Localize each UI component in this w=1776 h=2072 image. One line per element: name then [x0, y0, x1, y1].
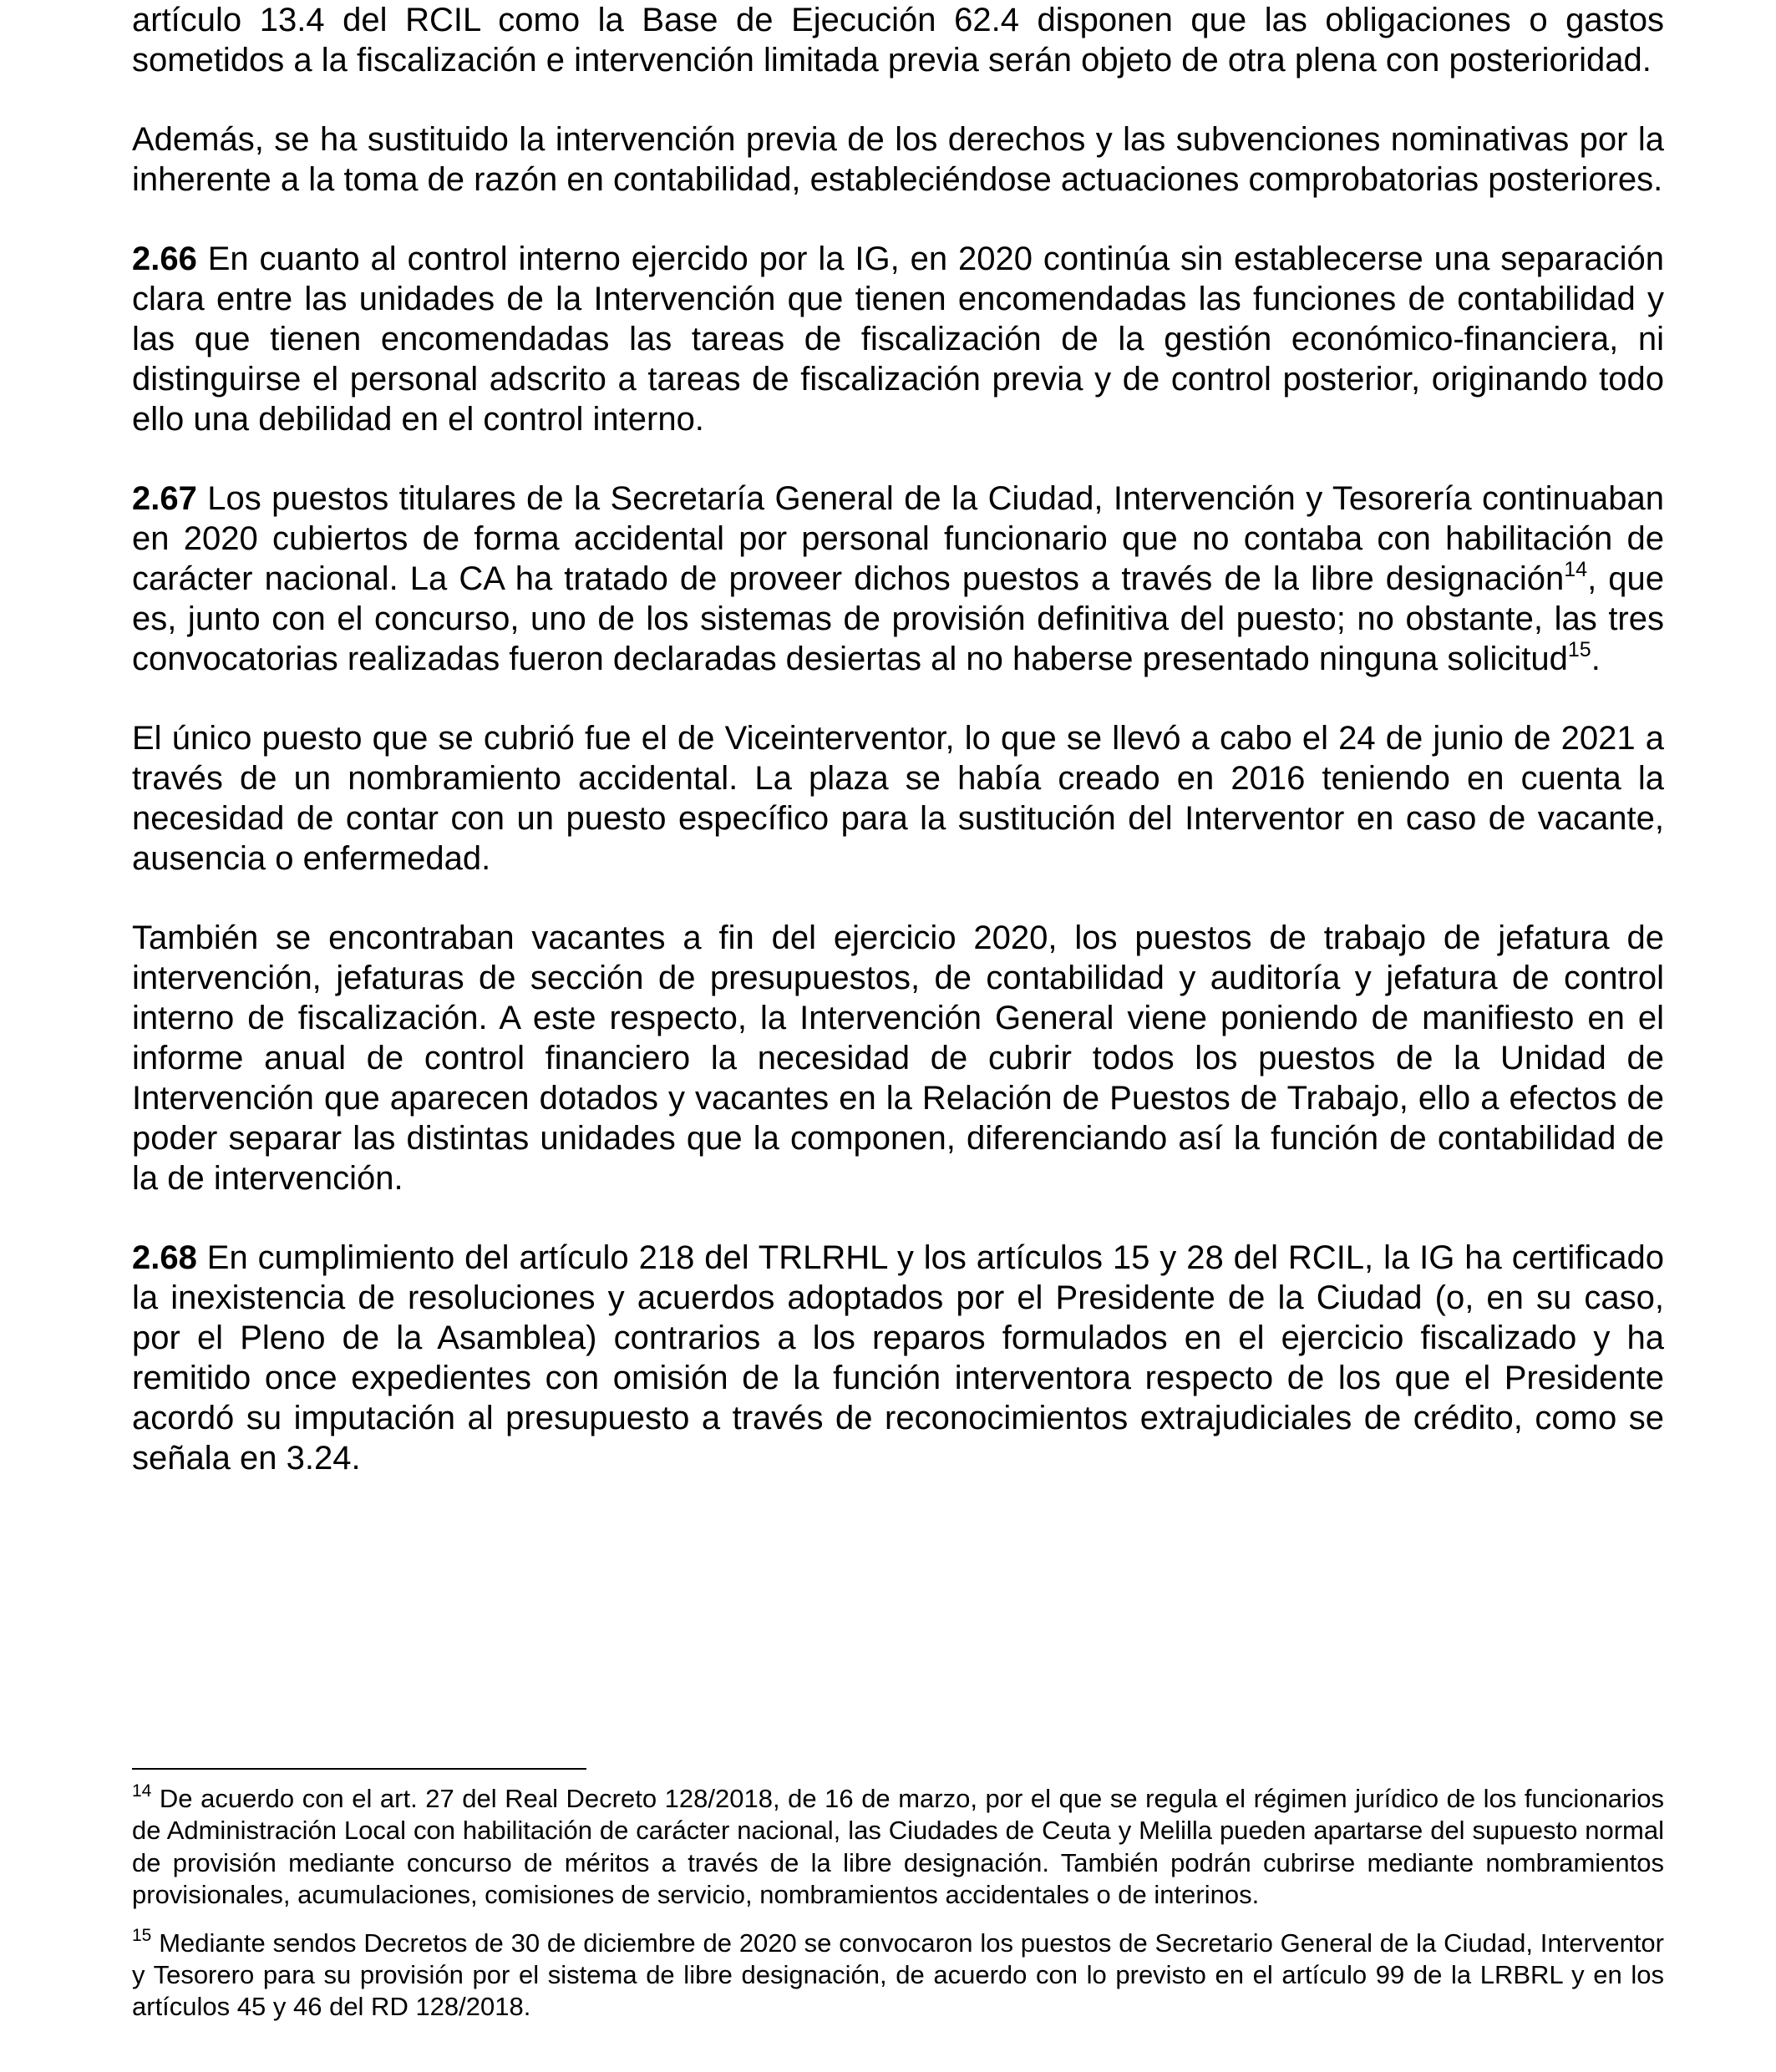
footnote-15 — [132, 1925, 1664, 2024]
body-text — [132, 0, 1664, 1517]
paragraph-vacantes — [132, 918, 1664, 1198]
paragraph-continuation — [132, 0, 1664, 80]
paragraph-text: Además, se ha sustituido la intervención previa de los derechos y las subvenciones nominativas por la inherente a la toma de razón en contabilidad, estableciéndose actuaciones comprobatorias posteriores. — [132, 121, 1664, 198]
paragraph-number: 2.67 — [132, 480, 197, 517]
paragraph-text: En cumplimiento del artículo 218 del TRLRHL y los artículos 15 y 28 del RCIL, la IG ha certificado la inexistencia de resoluciones y acuerdos adoptados por el Presidente de la Ciudad (o, en su caso, por el Pleno de la Asamblea) contrarios a los reparos formulados en el ejercicio fiscalizado y ha remitido once expedientes con omisión de la función interventora respecto de los que el Presidente acordó su imputación al presupuesto a través de reconocimientos extrajudiciales de crédito, como se señala en 3.24. — [132, 1239, 1664, 1477]
paragraph-viceinterventor — [132, 718, 1664, 879]
footnote-text: Mediante sendos Decretos de 30 de diciembre de 2020 se convocaron los puestos de Secretario General de la Ciudad, Interventor y Tesorero para su provisión por el sistema de libre designación, de acuerdo con lo previsto en el artículo 99 de la LRBRL y en los artículos 45 y 46 del RD 128/2018. — [132, 1928, 1664, 2022]
footnote-ref-14[interactable]: 14 — [1564, 558, 1588, 581]
footnote-14 — [132, 1783, 1664, 1912]
paragraph-text: artículo 13.4 del RCIL como la Base de Ejecución 62.4 disponen que las obligaciones o gastos sometidos a la fiscalización e intervención limitada previa serán objeto de otra plena con posterioridad. — [132, 2, 1664, 79]
footnote-ref-15[interactable]: 15 — [1567, 638, 1591, 661]
paragraph-text: . — [1591, 641, 1601, 677]
paragraph-2-66 — [132, 239, 1664, 439]
paragraph-number: 2.66 — [132, 241, 197, 277]
paragraph-text: El único puesto que se cubrió fue el de Viceinterventor, lo que se llevó a cabo el 24 de junio de 2021 a través de un nombramiento accidental. La plaza se había creado en 2016 teniendo en cuenta la necesidad de contar con un puesto específico para la sustitución del Interventor en caso de vacante, ausencia o enfermedad. — [132, 720, 1664, 877]
paragraph-text: En cuanto al control interno ejercido por la IG, en 2020 continúa sin establecerse una separación clara entre las unidades de la Intervención que tienen encomendadas las funciones de contabilidad y las que tienen encomendadas las tareas de fiscalización de la gestión económico-financiera, ni distinguirse el personal adscrito a tareas de fiscalización previa y de control posterior, originando todo ello una debilidad en el control interno. — [132, 241, 1664, 438]
paragraph-number: 2.68 — [132, 1239, 197, 1276]
paragraph-text: También se encontraban vacantes a fin del ejercicio 2020, los puestos de trabajo de jefatura de intervención, jefaturas de sección de presupuestos, de contabilidad y auditoría y jefatura de control interno de fiscalización. A este respecto, la Intervención General viene poniendo de manifiesto en el informe anual de control financiero la necesidad de cubrir todos los puestos de la Unidad de Intervención que aparecen dotados y vacantes en la Relación de Puestos de Trabajo, ello a efectos de poder separar las distintas unidades que la componen, diferenciando así la función de contabilidad de la de intervención. — [132, 919, 1664, 1197]
paragraph-derechos-subvenciones — [132, 119, 1664, 200]
footnote-mark: 14 — [132, 1781, 152, 1801]
footnotes — [132, 1783, 1664, 2039]
footnote-mark: 15 — [132, 1925, 152, 1945]
footnote-text: De acuerdo con el art. 27 del Real Decreto 128/2018, de 16 de marzo, por el que se regula el régimen jurídico de los funcionarios de Administración Local con habilitación de carácter nacional, las Ciudades de Ceuta y Melilla pueden apartarse del supuesto normal de provisión mediante concurso de méritos a través de la libre designación. También podrán cubrirse mediante nombramientos provisionales, acumulaciones, comisiones de servicio, nombramientos accidentales o de interinos. — [132, 1784, 1664, 1910]
paragraph-2-68 — [132, 1238, 1664, 1478]
paragraph-text: , que es, junto con el concurso, uno de los sistemas de provisión definitiva del puesto; no obstante, las tres convocatorias realizadas fueron declaradas desiertas al no haberse presentado ninguna solicitud — [132, 560, 1664, 677]
footnote-separator — [132, 1768, 586, 1770]
paragraph-text: Los puestos titulares de la Secretaría General de la Ciudad, Intervención y Tesorería continuaban en 2020 cubiertos de forma accidental por personal funcionario que no contaba con habilitación de carácter nacional. La CA ha tratado de proveer dichos puestos a través de la libre designación — [132, 480, 1664, 597]
paragraph-2-67 — [132, 479, 1664, 679]
